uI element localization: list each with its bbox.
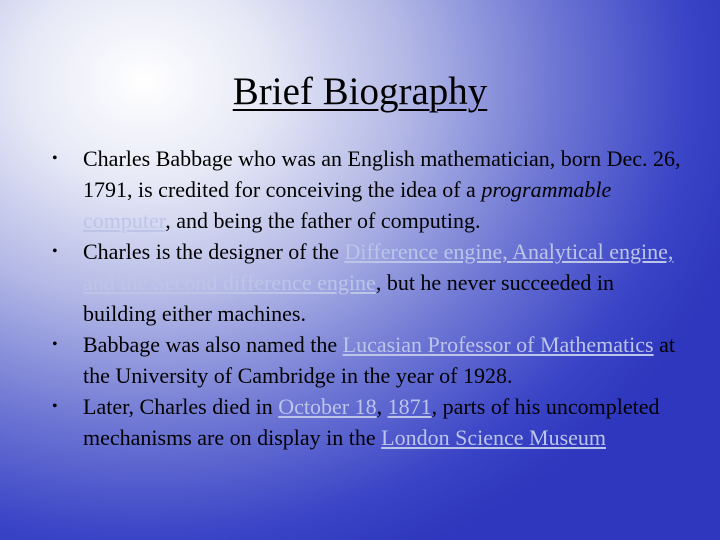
hyperlink[interactable]: computer [83, 208, 166, 233]
bullet-text: Charles Babbage who was an English mathematician, born Dec. 26, 1791, is credited for conceiving the idea of a [83, 146, 681, 202]
bullet-item [52, 329, 682, 391]
hyperlink[interactable]: Difference engine, Analytical engine, and the Second difference engine [83, 239, 674, 295]
bullet-text: Babbage was also named the [83, 332, 343, 357]
hyperlink[interactable]: London Science Museum [381, 425, 607, 450]
bullet-text: , and being the father of computing. [165, 208, 481, 233]
bullet-item [52, 143, 682, 236]
hyperlink[interactable]: October 18 [278, 394, 377, 419]
slide-title-text: Brief Biography [232, 70, 488, 113]
hyperlink[interactable]: Lucasian Professor of Mathematics [342, 332, 654, 357]
bullet-text: Charles is the designer of the [83, 239, 345, 264]
emphasis-text: programmable [481, 177, 612, 202]
bullet-text: , [376, 394, 388, 419]
bullet-icon: • [52, 398, 58, 415]
bullet-item [52, 391, 682, 453]
bullet-text: , parts of his uncompleted mechanisms are on display in the [83, 394, 660, 450]
bullet-icon: • [52, 150, 58, 167]
slide-title [0, 72, 720, 111]
bullet-list [52, 143, 682, 453]
bullet-icon: • [52, 243, 58, 260]
bullet-icon: • [52, 336, 58, 353]
bullet-item [52, 236, 682, 329]
bullet-text: Later, Charles died in [83, 394, 279, 419]
bullet-text: at the University of Cambridge in the year of 1928. [83, 332, 675, 388]
hyperlink[interactable]: 1871 [387, 394, 432, 419]
bullet-text: , but he never succeeded in building either machines. [83, 270, 615, 326]
